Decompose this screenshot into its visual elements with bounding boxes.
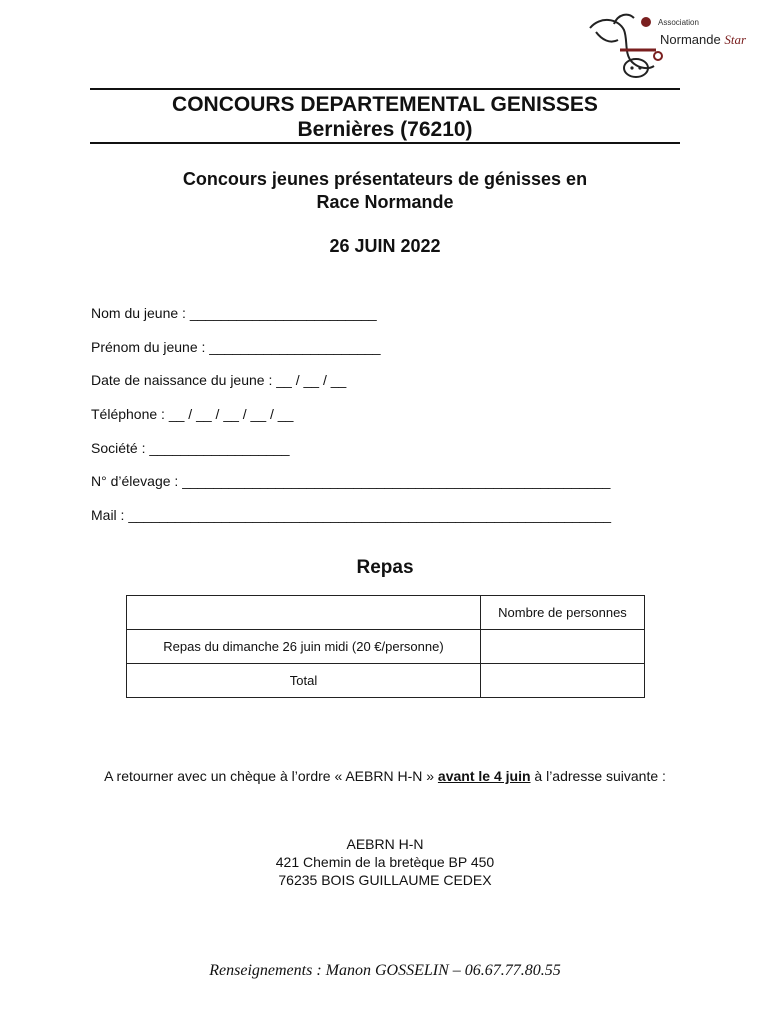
table-cell-empty xyxy=(127,596,481,630)
table-header-nombre: Nombre de personnes xyxy=(481,596,645,630)
registration-fields xyxy=(91,304,611,540)
page-location: Bernières (76210) xyxy=(297,118,473,141)
header-block xyxy=(90,92,680,142)
repas-heading: Repas xyxy=(356,557,414,578)
field-nom[interactable]: Nom du jeune : ________________________ xyxy=(91,305,377,321)
total-input[interactable] xyxy=(481,664,645,698)
field-telephone[interactable]: Téléphone : __ / __ / __ / __ / __ xyxy=(91,406,294,423)
table-row-total-label: Total xyxy=(127,664,481,698)
page-title: CONCOURS DEPARTEMENTAL GENISSES xyxy=(172,93,598,116)
return-notice xyxy=(90,767,680,785)
table-row-repas-label: Repas du dimanche 26 juin midi (20 €/personne) xyxy=(127,630,481,664)
address-line-3: 76235 BOIS GUILLAUME CEDEX xyxy=(278,872,492,888)
notice-text-before: A retourner avec un chèque à l’ordre « AEBRN H-N » xyxy=(104,768,438,784)
bottom-rule xyxy=(90,142,680,144)
repas-count-input[interactable] xyxy=(481,630,645,664)
subtitle-line-2: Race Normande xyxy=(316,192,454,212)
field-societe[interactable]: Société : __________________ xyxy=(91,439,290,456)
top-rule xyxy=(90,88,680,90)
mailing-address xyxy=(90,835,680,889)
logo-script-text: Star xyxy=(724,32,746,47)
subtitle-line-1: Concours jeunes présentateurs de génisses en xyxy=(182,169,588,189)
notice-text-after: à l’adresse suivante : xyxy=(530,768,666,784)
field-mail[interactable]: Mail : ______________________________________________________________ xyxy=(91,507,612,524)
notice-deadline: avant le 4 juin xyxy=(437,768,531,784)
repas-table xyxy=(126,595,645,698)
field-date-naissance[interactable]: Date de naissance du jeune : __ / __ / __ xyxy=(91,372,347,389)
table-row xyxy=(127,664,645,698)
contact-footer: Renseignements : Manon GOSSELIN – 06.67.77.80.55 xyxy=(209,962,561,979)
address-line-2: 421 Chemin de la bretèque BP 450 xyxy=(275,854,495,870)
table-row xyxy=(127,630,645,664)
event-date: 26 JUIN 2022 xyxy=(329,236,441,256)
field-elevage[interactable]: N° d’élevage : _______________________________________________________ xyxy=(91,473,611,490)
address-line-1: AEBRN H-N xyxy=(346,836,424,852)
field-prenom[interactable]: Prénom du jeune : ______________________ xyxy=(91,338,381,355)
logo-main-text: Normande Star xyxy=(660,32,746,47)
table-row xyxy=(127,596,645,630)
logo-small-text: Association xyxy=(658,18,699,27)
subtitle xyxy=(90,168,680,214)
association-logo xyxy=(584,10,760,82)
